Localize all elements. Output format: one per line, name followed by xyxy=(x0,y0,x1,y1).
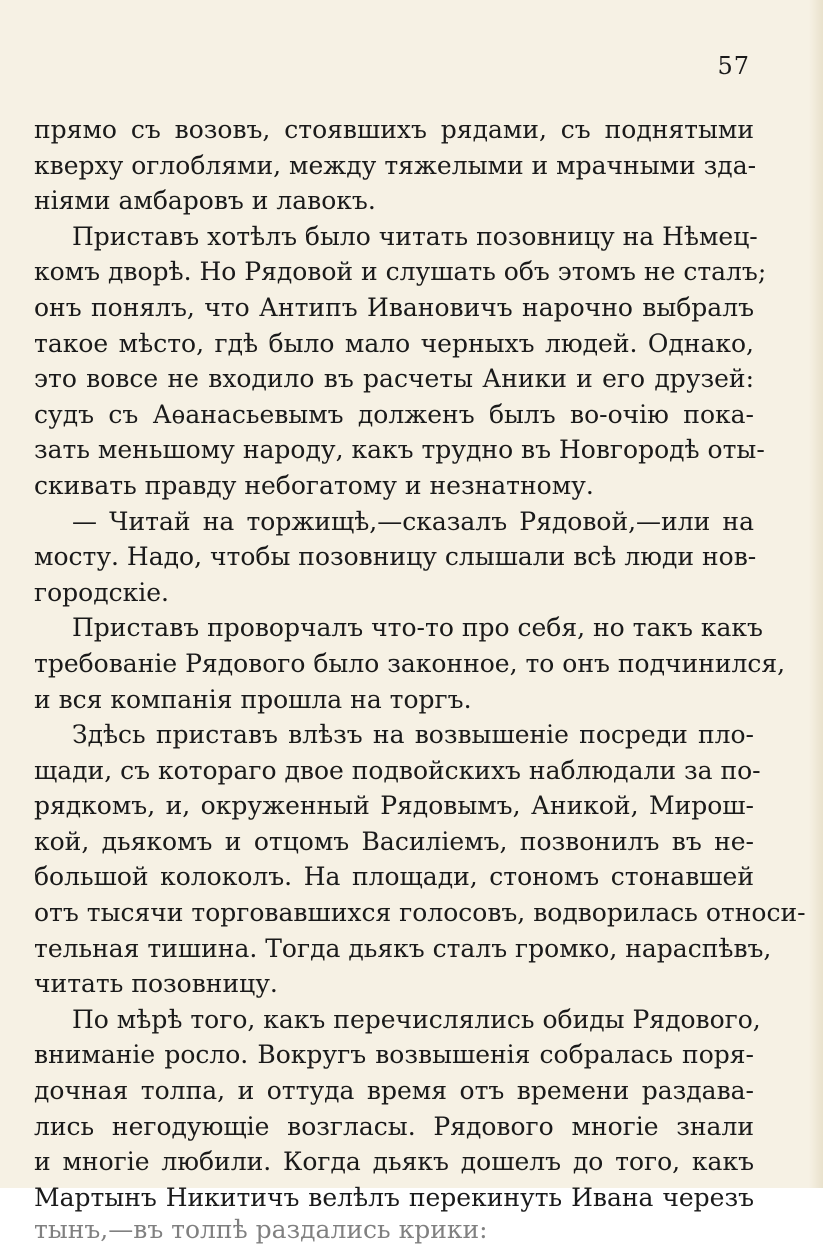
text-line: требованіе Рядового было законное, то онъ подчинился, xyxy=(34,648,786,678)
text-line: вниманіе росло. Вокругъ возвышенія собралась поря- xyxy=(34,1040,754,1070)
text-line: отъ тысячи торговавшихся голосовъ, водворилась относи- xyxy=(34,898,806,928)
text-line: такое мѣсто, гдѣ было мало черныхъ людей. Однако, xyxy=(34,328,754,358)
text-line: По мѣрѣ того, какъ перечислялись обиды Рядового, xyxy=(72,1004,761,1034)
text-line: лись негодующіе возгласы. Рядового многіе знали xyxy=(34,1111,754,1141)
text-line: тельная тишина. Тогда дьякъ сталъ громко, нараспѣвъ, xyxy=(34,933,772,963)
text-line: — Читай на торжищѣ,—сказалъ Рядовой,—или на xyxy=(72,506,754,536)
text-line: кой, дьякомъ и отцомъ Василіемъ, позвонилъ въ не- xyxy=(34,826,754,856)
text-line: это вовсе не входило въ расчеты Аники и его друзей: xyxy=(34,364,754,394)
text-line: рядкомъ, и, окруженный Рядовымъ, Аникой, Мирош- xyxy=(34,791,754,821)
text-line: скивать правду небогатому и незнатному. xyxy=(34,470,594,500)
text-line: комъ дворѣ. Но Рядовой и слушать объ этомъ не сталъ; xyxy=(34,257,767,287)
text-line: кверху оглоблями, между тяжелыми и мрачными зда- xyxy=(34,150,757,180)
page-edge-shadow xyxy=(809,0,823,1188)
text-line: мосту. Надо, чтобы позовницу слышали всѣ люди нов- xyxy=(34,542,757,572)
text-line: и многіе любили. Когда дьякъ дошелъ до того, какъ xyxy=(34,1147,754,1177)
text-line: Мартынъ Никитичъ велѣлъ перекинуть Ивана черезъ xyxy=(34,1182,754,1212)
text-line-cut-off: тынъ,—въ толпѣ раздались крики: xyxy=(34,1215,488,1245)
text-line: большой колоколъ. На площади, стономъ стонавшей xyxy=(34,862,754,892)
text-line: читать позовницу. xyxy=(34,969,278,999)
text-line: Приставъ хотѣлъ было читать позовницу на Нѣмец- xyxy=(72,221,758,251)
page-number: 57 xyxy=(717,52,750,80)
text-line: и вся компанія прошла на торгъ. xyxy=(34,684,472,714)
text-line: дочная толпа, и оттуда время отъ времени раздава- xyxy=(34,1076,754,1106)
text-line: онъ понялъ, что Антипъ Ивановичъ нарочно выбралъ xyxy=(34,292,754,322)
text-line: судъ съ Аѳанасьевымъ долженъ былъ во-очію пока- xyxy=(34,399,754,429)
body-text xyxy=(34,112,806,1245)
text-line: Здѣсь приставъ влѣзъ на возвышеніе посреди пло- xyxy=(72,720,754,750)
text-line: Приставъ проворчалъ что-то про себя, но такъ какъ xyxy=(72,613,763,643)
text-line: ніями амбаровъ и лавокъ. xyxy=(34,186,376,216)
text-line: городскіе. xyxy=(34,577,169,607)
text-line: зать меньшому народу, какъ трудно въ Новгородѣ оты- xyxy=(34,435,765,465)
text-line: щади, съ котораго двое подвойскихъ наблюдали за по- xyxy=(34,755,761,785)
text-line: прямо съ возовъ, стоявшихъ рядами, съ поднятыми xyxy=(34,115,754,144)
